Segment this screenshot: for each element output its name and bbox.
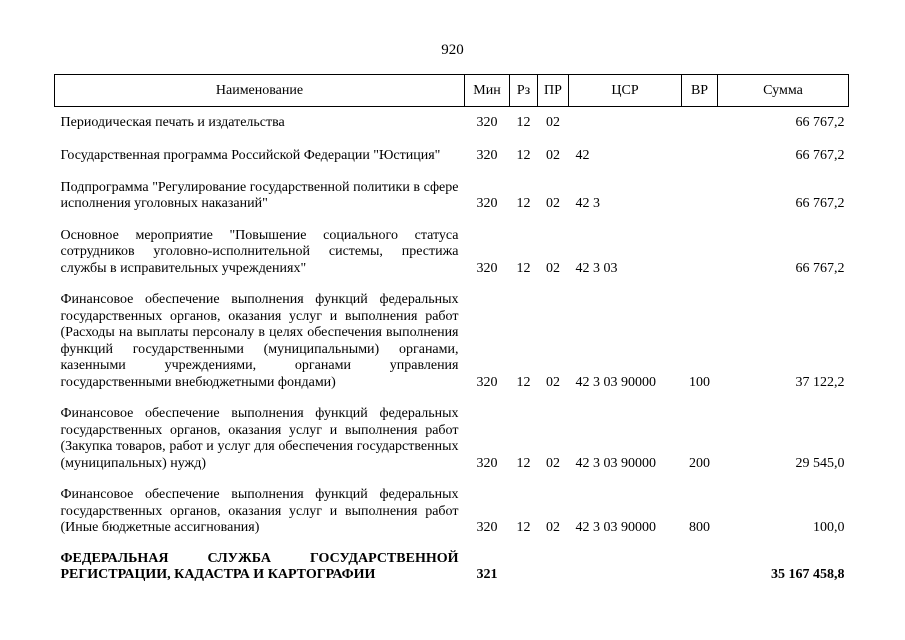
row-vr: 200 — [689, 455, 710, 471]
row-vr — [682, 551, 718, 584]
row-sum: 66 767,2 — [795, 260, 845, 276]
row-min: 320 — [476, 114, 498, 130]
row-rz: 12 — [516, 374, 531, 390]
row-sum: 66 767,2 — [795, 114, 845, 130]
header-vr: ВР — [682, 75, 718, 107]
table-row — [55, 180, 849, 213]
row-name: Финансовое обеспечение выполнения функций федеральных государственных органов, оказания услуг и выполнения работ (Закупка товаров, работ и услуг для обеспечения государственных (муниципальных) нужд) — [60, 406, 459, 471]
row-name: Основное мероприятие "Повышение социального статуса сотрудников уголовно-исполнительной системы, престижа службы в исправительных учреждениях" — [60, 227, 459, 276]
header-name: Наименование — [55, 75, 465, 107]
row-min: 320 — [476, 374, 498, 390]
row-csr: 42 3 — [575, 196, 600, 211]
row-min: 320 — [476, 455, 498, 471]
row-sum: 35 167 458,8 — [771, 567, 845, 582]
row-min: 320 — [476, 520, 498, 535]
row-min: 320 — [476, 196, 498, 211]
row-pr: 02 — [546, 196, 560, 211]
row-name: Подпрограмма "Регулирование государственной политики в сфере исполнения уголовных наказаний" — [60, 179, 459, 211]
row-sum: 66 767,2 — [795, 148, 845, 163]
row-vr: 100 — [689, 374, 710, 390]
row-name: ФЕДЕРАЛЬНАЯ СЛУЖБА ГОСУДАРСТВЕННОЙ РЕГИСТРАЦИИ, КАДАСТРА И КАРТОГРАФИИ — [60, 550, 459, 582]
row-pr: 02 — [546, 148, 560, 163]
row-sum: 66 767,2 — [795, 196, 845, 211]
row-pr — [538, 551, 569, 584]
row-pr: 02 — [546, 520, 560, 535]
row-vr — [682, 228, 718, 278]
row-min: 320 — [476, 148, 498, 163]
table-body — [55, 107, 849, 584]
row-rz: 12 — [516, 520, 531, 535]
budget-table — [54, 74, 849, 584]
row-csr: 42 3 03 — [575, 260, 618, 276]
row-vr: 800 — [689, 520, 710, 535]
row-sum: 100,0 — [813, 520, 845, 535]
row-pr: 02 — [546, 374, 560, 390]
row-name: Периодическая печать и издательства — [60, 114, 285, 130]
row-name: Финансовое обеспечение выполнения функций федеральных государственных органов, оказания услуг и выполнения работ (Расходы на выплаты персоналу в целях обеспечения выполнения функций государственными (муниципальными) органами, казенными учреждениями, органами управления государственными внебюджетными фондами) — [60, 292, 459, 390]
row-pr: 02 — [546, 114, 560, 130]
header-row — [55, 75, 849, 107]
table-row — [55, 406, 849, 472]
header-rz: Рз — [510, 75, 538, 107]
row-csr: 42 3 03 90000 — [575, 455, 656, 471]
row-csr — [569, 114, 682, 131]
header-min: Мин — [465, 75, 510, 107]
row-vr — [682, 148, 718, 165]
table-row — [55, 114, 849, 131]
row-pr: 02 — [546, 260, 560, 276]
table-row — [55, 228, 849, 278]
row-sum: 37 122,2 — [795, 374, 845, 390]
row-name: Финансовое обеспечение выполнения функций федеральных государственных органов, оказания услуг и выполнения работ (Иные бюджетные ассигнования) — [60, 487, 459, 535]
row-rz: 12 — [516, 260, 531, 276]
header-pr: ПР — [538, 75, 569, 107]
header-csr: ЦСР — [569, 75, 682, 107]
table-row — [55, 292, 849, 391]
row-rz — [510, 551, 538, 584]
row-csr: 42 3 03 90000 — [575, 374, 656, 390]
row-min: 320 — [476, 260, 498, 276]
row-csr: 42 3 03 90000 — [575, 520, 656, 535]
row-name: Государственная программа Российской Федерации "Юстиция" — [60, 148, 441, 163]
header-sum: Сумма — [718, 75, 849, 107]
table-row-total — [55, 551, 849, 584]
table-row — [55, 487, 849, 537]
row-rz: 12 — [516, 196, 531, 211]
row-rz: 12 — [516, 114, 531, 130]
row-pr: 02 — [546, 455, 560, 471]
row-csr: 42 — [575, 148, 590, 163]
row-min: 321 — [476, 567, 498, 582]
row-vr — [682, 180, 718, 213]
page-number: 920 — [441, 42, 464, 58]
row-csr — [569, 551, 682, 584]
row-vr — [682, 114, 718, 131]
table-row — [55, 148, 849, 165]
row-rz: 12 — [516, 455, 531, 471]
row-sum: 29 545,0 — [795, 455, 845, 471]
row-rz: 12 — [516, 148, 531, 163]
